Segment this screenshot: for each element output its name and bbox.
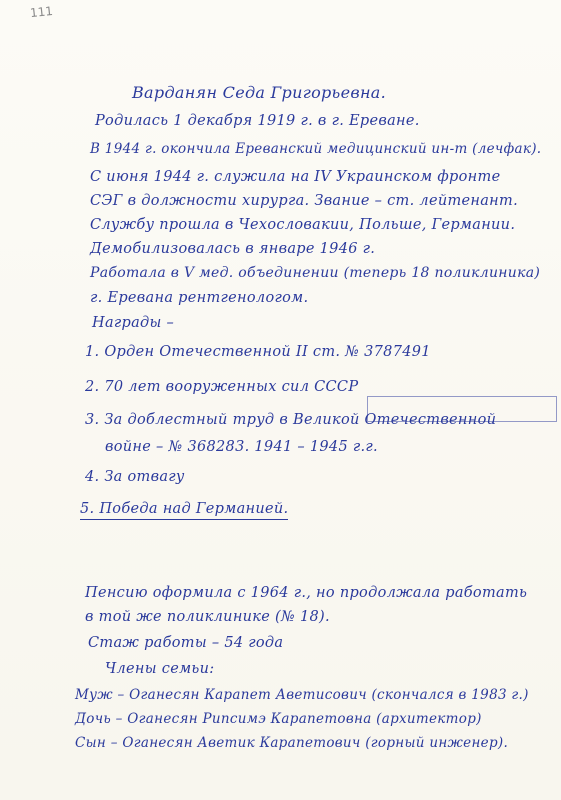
line-demobilized: Демобилизовалась в январе 1946 г. bbox=[90, 241, 376, 257]
page-number: 111 bbox=[29, 3, 54, 21]
line-birth: Родилась 1 декабря 1919 г. в г. Ереване. bbox=[95, 113, 420, 129]
line-service-countries: Службу прошла в Чехословакии, Польше, Германии. bbox=[90, 217, 516, 233]
line-work: Работала в V мед. объединении (теперь 18 поликлиника) bbox=[90, 265, 541, 281]
award-1: 1. Орден Отечественной II ст. № 3787491 bbox=[85, 344, 431, 360]
line-work-experience: Стаж работы – 54 года bbox=[88, 635, 284, 651]
awards-heading: Награды – bbox=[92, 315, 175, 331]
line-education: В 1944 г. окончила Ереванский медицинский ин-т (лечфак). bbox=[90, 141, 542, 157]
line-pension-place: в той же поликлинике (№ 18). bbox=[85, 609, 330, 625]
award-3-cont: войне – № 368283. 1941 – 1945 г.г. bbox=[105, 439, 378, 455]
family-heading: Члены семьи: bbox=[105, 661, 215, 677]
family-daughter: Дочь – Оганесян Рипсимэ Карапетовна (архитектор) bbox=[75, 711, 482, 727]
line-work-city: г. Еревана рентгенологом. bbox=[90, 290, 309, 306]
award-4: 4. За отвагу bbox=[85, 469, 185, 485]
family-son: Сын – Оганесян Аветик Карапетович (горный инженер). bbox=[75, 735, 509, 751]
line-service-start: С июня 1944 г. служила на IV Украинском фронте bbox=[90, 169, 501, 185]
heading-name: Варданян Седа Григорьевна. bbox=[132, 83, 387, 102]
award-3: 3. За доблестный труд в Великой Отечественной bbox=[85, 412, 497, 428]
award-2: 2. 70 лет вооруженных сил СССР bbox=[85, 379, 359, 395]
family-husband: Муж – Оганесян Карапет Аветисович (скончался в 1983 г.) bbox=[75, 687, 529, 703]
line-pension: Пенсию оформила с 1964 г., но продолжала работать bbox=[85, 585, 528, 601]
line-rank: СЭГ в должности хирурга. Звание – ст. лейтенант. bbox=[90, 193, 518, 209]
award-3-strike-frame bbox=[367, 396, 557, 422]
award-5: 5. Победа над Германией. bbox=[80, 500, 288, 520]
